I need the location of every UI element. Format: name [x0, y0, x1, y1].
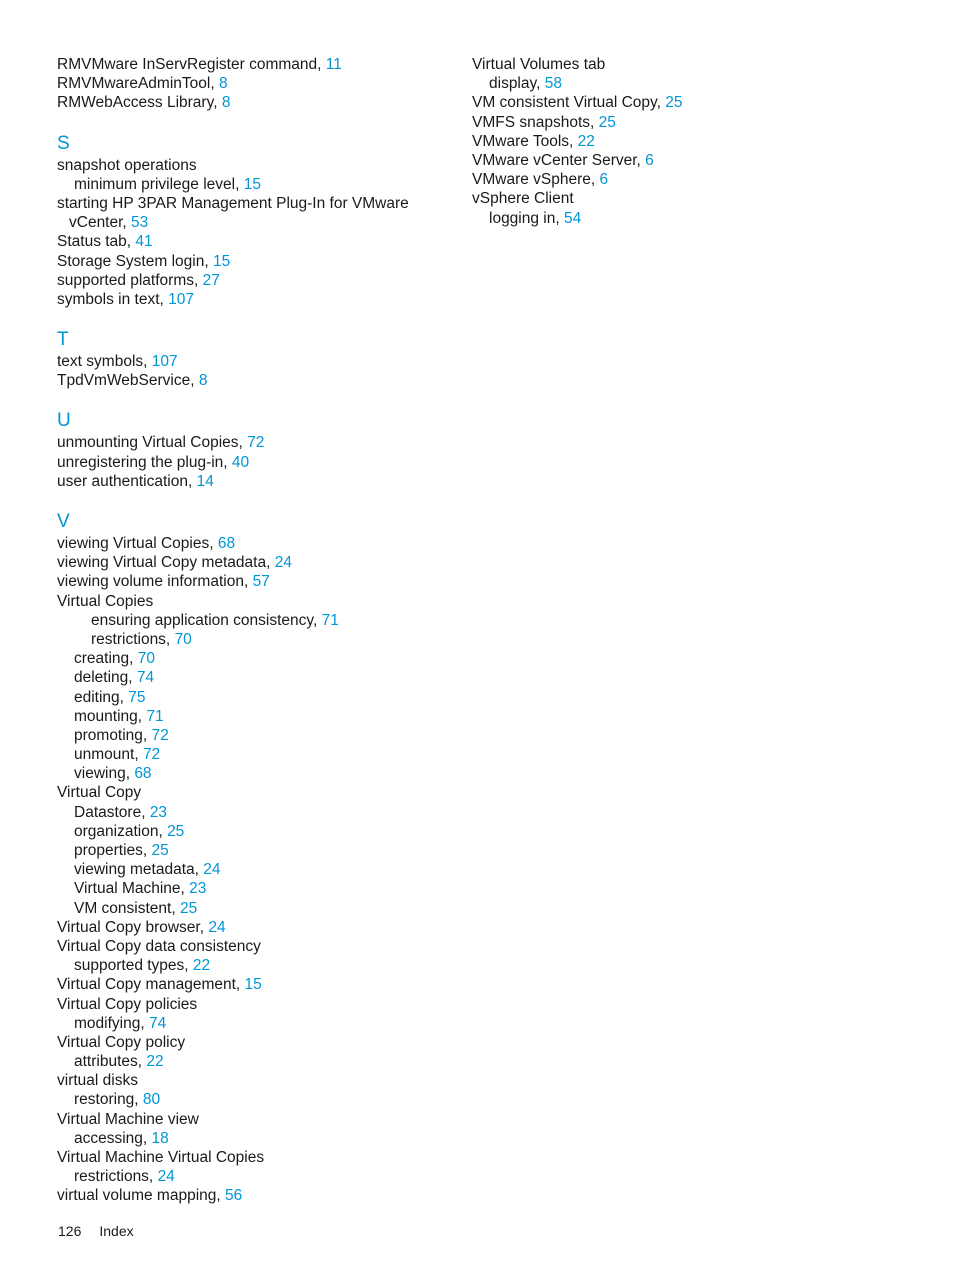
index-subentry — [57, 726, 437, 745]
page-link[interactable]: 22 — [577, 132, 595, 150]
index-term: VMFS snapshots, — [472, 113, 599, 131]
index-subentry — [57, 764, 437, 783]
index-entry — [57, 995, 437, 1014]
index-term: supported types, — [74, 957, 193, 975]
index-subentry — [57, 1167, 437, 1186]
page-link[interactable]: 6 — [599, 171, 609, 189]
index-term: mounting, — [74, 707, 147, 725]
page-link[interactable]: 23 — [149, 803, 168, 821]
index-term: restrictions, — [74, 1168, 158, 1186]
page-link[interactable]: 25 — [167, 822, 185, 840]
page-link[interactable]: 58 — [544, 75, 562, 93]
index-subentry — [472, 74, 892, 93]
index-term: RMWebAccess Library, — [57, 94, 222, 112]
index-entry — [57, 433, 437, 452]
index-term: vCenter, — [69, 214, 132, 232]
page-link[interactable]: 8 — [218, 75, 228, 93]
index-entry — [57, 194, 437, 213]
page-link[interactable]: 40 — [231, 453, 250, 471]
index-term: supported platforms, — [57, 271, 203, 289]
index-term: Virtual Copy management, — [57, 976, 245, 994]
index-term: virtual volume mapping, — [57, 1187, 225, 1205]
index-term: RMVMwareAdminTool, — [57, 75, 219, 93]
index-entry — [57, 472, 437, 491]
index-subentry — [57, 611, 437, 630]
index-subentry — [57, 630, 437, 649]
index-entry — [57, 252, 437, 271]
index-term: viewing Virtual Copy metadata, — [57, 554, 275, 572]
index-term: attributes, — [74, 1053, 147, 1071]
index-term: properties, — [74, 842, 152, 859]
page-link[interactable]: 70 — [174, 630, 192, 648]
page-number: 126 — [58, 1223, 82, 1239]
index-subentry — [57, 707, 437, 726]
index-term: Virtual Machine view — [57, 1110, 199, 1128]
page-link[interactable]: 107 — [168, 290, 194, 308]
index-term: Status tab, — [57, 233, 136, 251]
index-entry — [57, 783, 437, 802]
page-link[interactable]: 57 — [252, 573, 270, 591]
page-link[interactable]: 14 — [196, 472, 214, 490]
page-link[interactable]: 15 — [243, 175, 261, 193]
index-subentry — [57, 956, 437, 975]
index-term: viewing Virtual Copies, — [57, 535, 218, 552]
index-term: minimum privilege level, — [74, 175, 244, 193]
page-link[interactable]: 68 — [134, 765, 152, 783]
page-link[interactable]: 15 — [244, 976, 262, 994]
index-subentry — [472, 209, 892, 228]
index-entry — [57, 156, 437, 175]
index-term: Datastore, — [74, 803, 150, 821]
page-link[interactable]: 72 — [142, 746, 161, 764]
index-entry — [57, 975, 437, 994]
index-subentry — [57, 879, 437, 898]
index-subentry — [57, 175, 437, 194]
index-entry — [57, 290, 437, 309]
index-entry — [57, 74, 437, 93]
index-subentry — [57, 899, 437, 918]
index-subentry — [57, 1052, 437, 1071]
index-term: VM consistent, — [74, 899, 180, 917]
index-term: Virtual Copies — [57, 592, 154, 610]
footer-section: Index — [99, 1223, 134, 1239]
index-letter-heading: U — [57, 410, 71, 432]
page-link[interactable]: 8 — [221, 94, 231, 112]
index-term: unmount, — [74, 746, 143, 764]
index-entry — [57, 553, 437, 572]
page-link[interactable]: 22 — [146, 1053, 164, 1071]
index-term: Virtual Machine Virtual Copies — [57, 1149, 265, 1166]
index-subentry — [57, 1090, 437, 1109]
page-footer — [58, 1223, 152, 1239]
index-entry — [57, 271, 437, 290]
index-term: Storage System login, — [57, 252, 213, 270]
index-entry — [57, 937, 437, 956]
page-link[interactable]: 25 — [665, 94, 683, 112]
page-link[interactable]: 68 — [217, 535, 236, 552]
index-entry — [57, 592, 437, 611]
index-term: editing, — [74, 688, 129, 706]
page-link[interactable]: 24 — [208, 918, 226, 936]
page-link[interactable]: 74 — [136, 669, 155, 687]
index-subentry — [57, 688, 437, 707]
page-link[interactable]: 23 — [189, 880, 207, 898]
index-entry — [472, 189, 892, 208]
page-link[interactable]: 25 — [179, 899, 198, 917]
page-link[interactable]: 107 — [151, 353, 178, 371]
index-term: Virtual Copy browser, — [57, 918, 209, 936]
index-term: snapshot operations — [57, 156, 197, 174]
index-term: Virtual Machine, — [74, 880, 190, 898]
index-term: display, — [489, 75, 545, 93]
page-link[interactable]: 25 — [151, 842, 169, 859]
page-link[interactable]: 74 — [148, 1014, 167, 1032]
index-term: starting HP 3PAR Management Plug-In for VMware — [57, 194, 409, 212]
index-term: symbols in text, — [57, 290, 169, 308]
index-entry — [57, 572, 437, 591]
index-term: Virtual Volumes tab — [472, 56, 606, 73]
index-term: logging in, — [489, 209, 564, 227]
index-term: VMware vCenter Server, — [472, 151, 646, 169]
index-term: Virtual Copy — [57, 784, 142, 802]
index-entry — [57, 232, 437, 251]
index-term: unregistering the plug-in, — [57, 453, 232, 471]
index-term: promoting, — [74, 726, 152, 744]
page-link[interactable]: 6 — [645, 151, 654, 169]
page-link[interactable]: 70 — [137, 650, 156, 668]
page-link[interactable]: 54 — [563, 209, 582, 227]
index-letter-heading: V — [57, 511, 70, 532]
index-term: unmounting Virtual Copies, — [57, 434, 248, 452]
index-entry — [57, 55, 437, 74]
index-term: VMware vSphere, — [472, 171, 600, 189]
index-term: modifying, — [74, 1014, 149, 1032]
page-link[interactable]: 41 — [135, 233, 153, 251]
index-term: viewing, — [74, 765, 135, 783]
page-link[interactable]: 25 — [598, 113, 616, 131]
index-entry — [57, 534, 437, 553]
index-entry — [472, 170, 892, 189]
index-entry — [57, 93, 437, 112]
index-term: organization, — [74, 822, 168, 840]
index-term: accessing, — [74, 1129, 152, 1147]
index-entry — [57, 371, 437, 390]
page-link[interactable]: 53 — [131, 214, 149, 232]
index-term: creating, — [74, 650, 138, 668]
index-term: viewing metadata, — [74, 861, 204, 879]
index-column-left — [57, 55, 437, 1206]
index-entry — [57, 1110, 437, 1129]
index-subentry — [57, 1129, 437, 1148]
index-subentry — [57, 668, 437, 687]
index-subentry — [57, 860, 437, 879]
index-subentry — [57, 803, 437, 822]
page-link[interactable]: 71 — [146, 707, 164, 725]
page-link[interactable]: 27 — [202, 271, 220, 289]
index-entry — [472, 113, 892, 132]
index-entry — [57, 352, 437, 371]
index-term: VM consistent Virtual Copy, — [472, 94, 666, 112]
page-link[interactable]: 71 — [321, 611, 339, 629]
index-term: Virtual Copy policy — [57, 1033, 186, 1051]
index-entry — [57, 1148, 437, 1167]
index-term: viewing volume information, — [57, 573, 253, 591]
page-link[interactable]: 15 — [212, 252, 231, 270]
index-subentry — [57, 745, 437, 764]
index-letter-heading: S — [57, 132, 70, 154]
page-link[interactable]: 8 — [198, 372, 208, 390]
index-entry — [472, 93, 892, 112]
index-term: virtual disks — [57, 1072, 138, 1090]
index-term: restoring, — [74, 1091, 143, 1109]
index-term: deleting, — [74, 669, 137, 687]
index-letter-heading: T — [57, 329, 69, 351]
index-subentry — [57, 822, 437, 841]
index-term: ensuring application consistency, — [91, 611, 322, 629]
index-subentry — [57, 213, 437, 232]
index-term: text symbols, — [57, 353, 152, 371]
index-entry — [57, 1033, 437, 1052]
page-link[interactable]: 72 — [151, 726, 169, 744]
index-term: RMVMware InServRegister command, — [57, 56, 326, 73]
page-link[interactable]: 18 — [151, 1129, 169, 1147]
index-subentry — [57, 649, 437, 668]
index-entry — [57, 453, 437, 472]
index-term: Virtual Copy data consistency — [57, 937, 261, 955]
index-entry — [472, 132, 892, 151]
index-term: VMware Tools, — [472, 132, 578, 150]
index-term: vSphere Client — [472, 190, 574, 208]
index-subentry — [57, 1014, 437, 1033]
page-link[interactable]: 22 — [192, 957, 211, 975]
page-link[interactable]: 24 — [203, 861, 221, 879]
page-link[interactable]: 75 — [128, 688, 146, 706]
page-link[interactable]: 72 — [247, 434, 265, 452]
index-entry — [57, 1186, 437, 1205]
page-link[interactable]: 24 — [157, 1168, 175, 1186]
page-link[interactable]: 56 — [225, 1187, 243, 1205]
index-entry — [57, 918, 437, 937]
index-term: Virtual Copy policies — [57, 995, 198, 1013]
index-entry — [472, 151, 892, 170]
page-link[interactable]: 80 — [142, 1091, 161, 1109]
index-entry — [472, 55, 892, 74]
index-term: restrictions, — [91, 630, 175, 648]
index-term: user authentication, — [57, 472, 197, 490]
index-term: TpdVmWebService, — [57, 372, 199, 390]
index-entry — [57, 1071, 437, 1090]
index-column-right — [472, 55, 892, 228]
page-link[interactable]: 11 — [325, 56, 342, 73]
index-subentry — [57, 841, 437, 860]
page-link[interactable]: 24 — [274, 554, 292, 572]
